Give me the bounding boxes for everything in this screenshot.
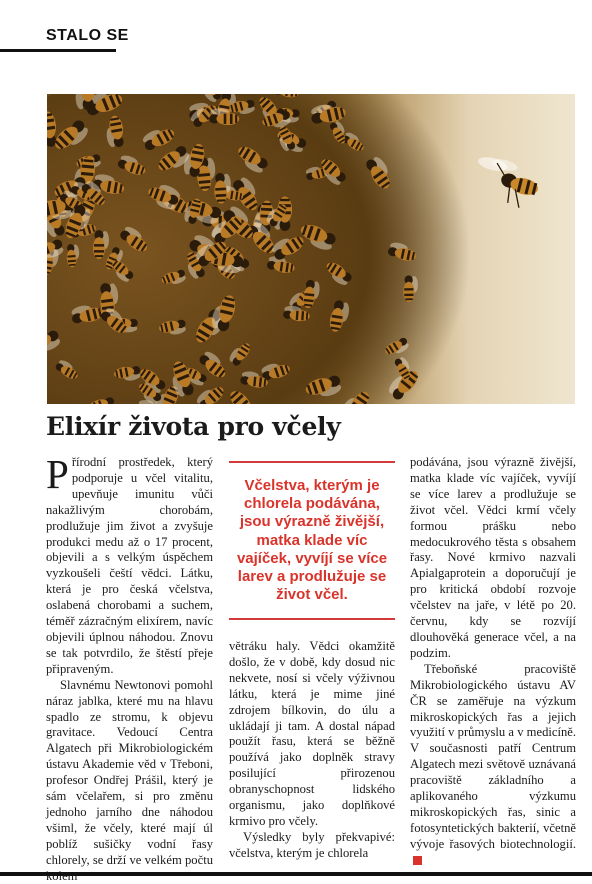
closing-paragraph-text: Třeboňské pracoviště Mikrobiologického ústavu AV ČR se zaměřuje na výzkum mikroskopických řas a jejich využití v průmyslu a v medicíně. V současnosti patří Centrum Algatech mezi světově uznávaná pracoviště základního a aplikovaného výzkumu mikroskopických řas, sinic a fotosyntetických bakterií, včetně vývoje řasových biotechnologií. — [410, 662, 576, 851]
paragraph: Slavnému Newtonovi pomohl náraz jablka, které mu na hlavu spadlo ze stromu, k objevu gravitace. Vedoucí Centra Algatech při Mikrobiologickém ústavu Akademie věd v Třeboni, profesor Ondřej Prášil, který je sám včelařem, si pro změnu jednoho jarního dne náhodou všiml, že včely, které mají úl poblíž sušičky vodní řasy chlorely, se drží ve velkém počtu — [46, 678, 213, 884]
end-mark-icon — [413, 856, 422, 865]
article-title: Elixír života pro včely — [46, 412, 340, 441]
pull-quote-rule-bottom — [229, 618, 395, 620]
lead-paragraph-text: řírodní prostředek, který podporuje u včel vitalitu, upevňuje imunitu vůči nakažlivým chorobám, prodlužuje jim život a zvyšuje produkci medu až o 17 procent, objevili a s velkým úspěchem vyzkoušeli čeští vědci. Látku, která je pro česká včelstva, oslabená chorobami a suchem, téměř zázračným elixírem, navíc objevili úplnou náhodou. Znovu se tak potvrdilo, že štěstí přeje připraveným. — [46, 455, 213, 676]
article-photo — [47, 94, 575, 404]
pull-quote-text: Včelstva, kterým je chlorela podávána, jsou výrazně živější, matka klade víc vajíček, vyvíjí se více larev a prodlužuje se život včel. — [229, 463, 395, 618]
bees-photo-illustration — [47, 94, 575, 404]
paragraph: větráku haly. Vědci okamžitě došlo, že v době, kdy dosud nic nekvete, nosí si včely výživnou látku, která je mime jiné zdrojem bílkovin, do úlu a ukládají ji tam. A dostal nápad použít řasu, která se běžně používá jako doplněk stravy posilující přirozenou obranyschopnost lidského organismu, jako doplňkové krmivo pro včely. — [229, 639, 395, 830]
pull-quote — [229, 461, 395, 620]
section-label: STALO SE — [46, 27, 129, 45]
article-column-3 — [410, 455, 576, 869]
article-column-1 — [46, 455, 213, 884]
page-bottom-rule — [0, 872, 592, 876]
section-rule — [0, 49, 116, 52]
paragraph: Výsledky byly překvapivé: včelstva, kterým je chlorela — [229, 830, 395, 862]
article-column-2 — [229, 639, 395, 862]
drop-cap: P — [46, 458, 69, 490]
lead-paragraph — [46, 455, 213, 678]
paragraph: podávána, jsou výrazně živější, matka klade víc vajíček, vyvíjí se více larev a prodlužuje se život včel. Vědci krmí včely formou prášku nebo medocukrového těsta s obsahem řasy. Nové krmivo nazvali Apialgaprotein a doporučují je pro kritická období rozvoje včelstev na jaře, v létě po 20. červnu, kdy se rozvíjí dlouhověká generace včel, a na podzim. — [410, 455, 576, 662]
paragraph — [410, 662, 576, 869]
